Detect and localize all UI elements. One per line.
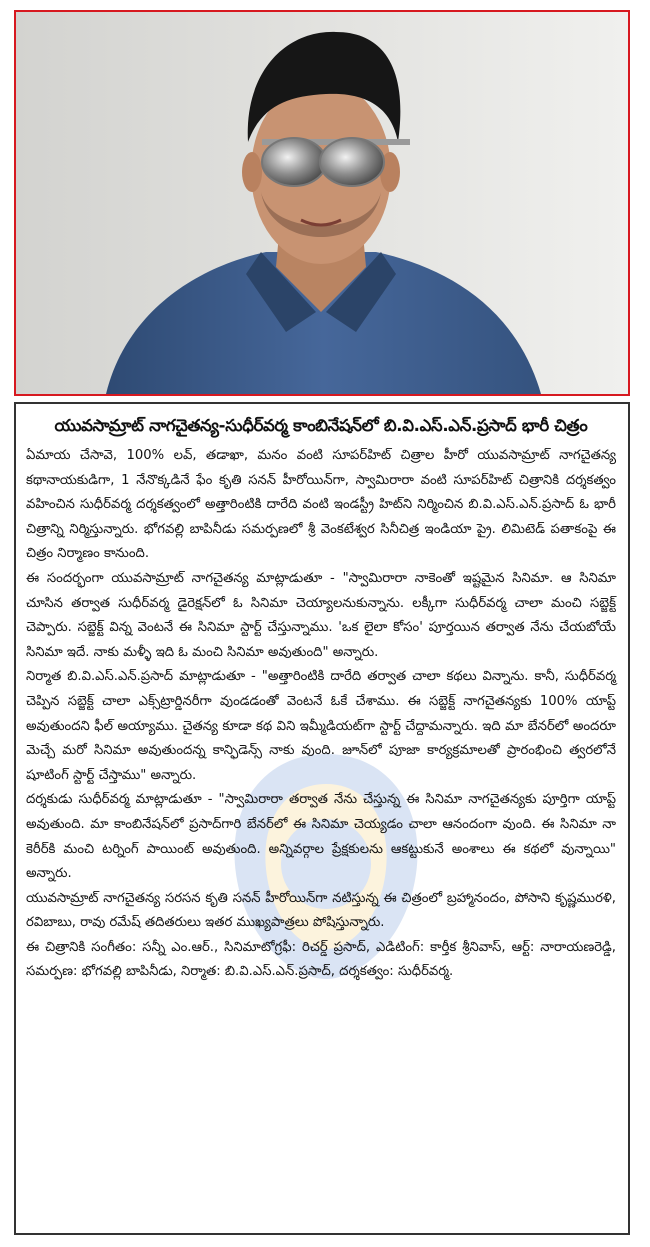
article-photo [14, 10, 630, 396]
article-paragraph: యువసామ్రాట్ నాగచైతన్య సరసన కృతి సనన్ హీరోయిన్‌గా నటిస్తున్న ఈ చిత్రంలో బ్రహ్మానందం, పోసాని కృష్ణమురళి, రవిబాబు, రావు రమేష్ తదితరులు ఇతర ముఖ్యపాత్రలు పోషిస్తున్నారు. [26, 890, 616, 931]
article-paragraph: ఈ సందర్భంగా యువసామ్రాట్ నాగచైతన్య మాట్లాడుతూ - "స్వామిరారా నాకెంతో ఇష్టమైన సినిమా. ఆ సినిమా చూసిన తర్వాత సుధీర్‌వర్మ డైరెక్షన్‌లో ఓ సినిమా చెయ్యాలనుకున్నాను. లక్కీగా సుధీర్‌వర్మ చాలా మంచి సబ్జెక్ట్ చెప్పారు. సబ్జెక్ట్ విన్న వెంటనే ఈ సినిమా స్టార్ట్ చేస్తున్నాము. 'ఒక లైలా కోసం' పూర్తయిన తర్వాత నేను చేయబోయే సినిమా ఇదే. నాకు మళ్ళీ ఇది ఓ మంచి సినిమా అవుతుంది" అన్నారు. [26, 570, 616, 660]
article-box [14, 402, 630, 1235]
article-paragraph: ఈ చిత్రానికి సంగీతం: సన్నీ ఎం.ఆర్., సినిమాటోగ్రఫీ: రిచర్డ్ ప్రసాద్, ఎడిటింగ్: కార్తీక శ్రీనివాస్, ఆర్ట్: నారాయణరెడ్డి, సమర్పణ: భోగవల్లి బాపినీడు, నిర్మాత: బి.వి.ఎస్.ఎన్.ప్రసాద్, దర్శకత్వం: సుధీర్‌వర్మ. [26, 939, 616, 980]
article-headline: యువసామ్రాట్ నాగచైతన్య-సుధీర్‌వర్మ కాంబినేషన్‌లో బి.వి.ఎస్.ఎన్.ప్రసాద్ భారీ చిత్రం [54, 416, 588, 435]
article-paragraph: దర్శకుడు సుధీర్‌వర్మ మాట్లాడుతూ - "స్వామిరారా తర్వాత నేను చేస్తున్న ఈ సినిమా నాగచైతన్యకు పూర్తిగా యాప్ట్ అవుతుంది. మా కాంబినేషన్‌లో ప్రసాద్‌గారి బేనర్‌లో ఈ సినిమా చెయ్యడం చాలా ఆనందంగా వుంది. ఈ సినిమా నా కెరీర్‌కి మంచి టర్నింగ్ పాయింట్ అవుతుంది. అన్నివర్గాల ప్రేక్షకులను ఆకట్టుకునే అంశాలు ఈ కథలో వున్నాయి" అన్నారు. [26, 792, 616, 882]
article-paragraph: ఏమాయ చేసావె, 100% లవ్, తడాఖా, మనం వంటి సూపర్‌హిట్ చిత్రాల హీరో యువసామ్రాట్ నాగచైతన్య కథానాయకుడిగా, 1 నేనొక్కడినే ఫేం కృతి సనన్ హీరోయిన్‌గా, స్వామిరారా వంటి సూపర్‌హిట్ చిత్రానికి దర్శకత్వం వహించిన సుధీర్‌వర్మ దర్శకత్వంలో అత్తారింటికి దారేది వంటి ఇండస్ట్రీ హిట్‌ని నిర్మించిన బి.వి.ఎస్.ఎన్.ప్రసాద్ ఓ భారీ చిత్రాన్ని నిర్మిస్తున్నారు. భోగవల్లి బాపినీడు సమర్పణలో శ్రీ వెంకటేశ్వర సినీచిత్ర ఇండియా ప్రై. లిమిటెడ్ పతాకంపై ఈ చిత్రం నిర్మాణం కానుంది. [26, 448, 616, 562]
article-paragraph: నిర్మాత బి.వి.ఎస్.ఎన్.ప్రసాద్ మాట్లాడుతూ - "అత్తారింటికి దారేది తర్వాత చాలా కథలు విన్నాను. కానీ, సుధీర్‌వర్మ చెప్పిన సబ్జెక్ట్ చాలా ఎక్స్‌ట్రార్డినరీగా వుండడంతో వెంటనే ఓకే చేశాము. ఈ సబ్జెక్ట్ నాగచైతన్యకు 100% యాప్ట్ అవుతుందని ఫీల్ అయ్యాము. చైతన్య కూడా కథ విని ఇమ్మీడియట్‌గా స్టార్ట్ చేద్దామన్నారు. ఇది మా బేనర్‌లో అందరూ మెచ్చే మరో సినిమా అవుతుందన్న కాన్ఫిడెన్స్ నాకు వుంది. జూన్‌లో పూజా కార్యక్రమాలతో ప్రారంభించి త్వరలోనే షూటింగ్ స్టార్ట్ చేస్తాము" అన్నారు. [26, 669, 616, 783]
portrait-photo-icon [16, 12, 628, 394]
